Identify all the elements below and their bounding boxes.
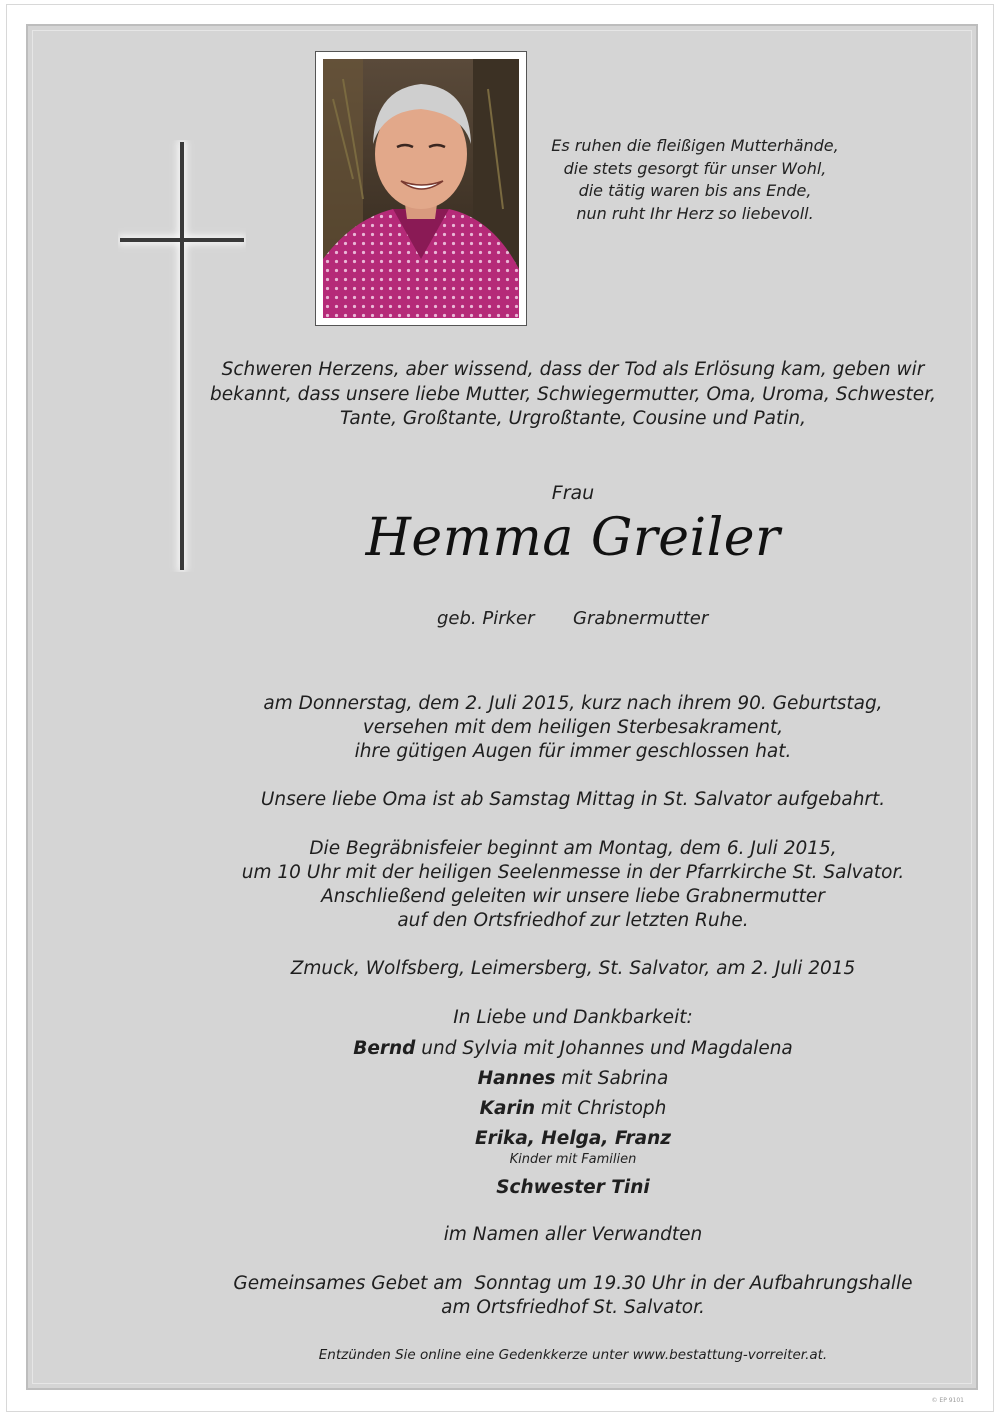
prayer-line: am Ortsfriedhof St. Salvator.	[441, 1297, 705, 1318]
mourner-rest: und Sylvia mit Johannes und Magdalena	[415, 1038, 793, 1059]
portrait-image	[323, 59, 519, 318]
mourner-row	[180, 1068, 966, 1089]
laid-out-notice: Unsere liebe Oma ist ab Samstag Mittag in St. Salvator aufgebahrt.	[260, 789, 886, 810]
on-behalf: im Namen aller Verwandten	[443, 1224, 703, 1245]
children-note: Kinder mit Familien	[509, 1152, 637, 1167]
prayer-notice	[180, 1272, 966, 1320]
mourner-row	[180, 1038, 966, 1059]
funeral-notice	[180, 837, 966, 933]
prayer-line: Gemeinsames Gebet am Sonntag um 19.30 Uhr in der Aufbahrungshalle	[233, 1273, 913, 1294]
intro-line: Tante, Großtante, Urgroßtante, Cousine und Patin,	[340, 408, 806, 429]
poem-line: Es ruhen die fleißigen Mutterhände,	[551, 136, 839, 155]
poem	[540, 135, 850, 225]
funeral-line: Die Begräbnisfeier beginnt am Montag, dem 6. Juli 2015,	[309, 838, 837, 859]
mourners-heading: In Liebe und Dankbarkeit:	[453, 1007, 693, 1028]
intro-line: bekannt, dass unsere liebe Mutter, Schwiegermutter, Oma, Uroma, Schwester,	[210, 383, 936, 405]
poem-line: nun ruht Ihr Herz so liebevoll.	[576, 203, 814, 223]
mourner-row	[180, 1177, 966, 1198]
mourner-name: Bernd	[353, 1038, 416, 1059]
copyright: © EP 9101	[931, 1397, 964, 1404]
poem-line: die stets gesorgt für unser Wohl,	[563, 158, 827, 178]
mourner-name: Karin	[479, 1098, 536, 1119]
mourner-row	[180, 1098, 966, 1119]
poem-line: die tätig waren bis ans Ende,	[578, 181, 812, 200]
funeral-line: um 10 Uhr mit der heiligen Seelenmesse in der Pfarrkirche St. Salvator.	[241, 862, 905, 883]
mourner-name: Erika, Helga, Franz	[474, 1128, 672, 1149]
mourner-rest: mit Christoph	[535, 1098, 667, 1119]
salutation: Frau	[551, 482, 595, 504]
announcement-line: versehen mit dem heiligen Sterbesakrament,	[362, 717, 784, 738]
mourner-name: Schwester Tini	[496, 1177, 650, 1198]
funeral-line: Anschließend geleiten wir unsere liebe Grabnermutter	[321, 886, 825, 907]
mourner-name: Hannes	[477, 1068, 556, 1089]
funeral-line: auf den Ortsfriedhof zur letzten Ruhe.	[397, 910, 749, 931]
mourner-row	[180, 1128, 966, 1149]
intro-text	[180, 358, 966, 432]
death-announcement	[180, 692, 966, 764]
portrait-photo	[315, 51, 527, 326]
announcement-line: am Donnerstag, dem 2. Juli 2015, kurz nach ihrem 90. Geburtstag,	[263, 693, 883, 714]
announcement-line: ihre gütigen Augen für immer geschlossen hat.	[354, 741, 792, 762]
birth-name: geb. Pirker	[437, 608, 535, 629]
mourner-rest: mit Sabrina	[555, 1068, 669, 1089]
deceased-name: Hemma Greiler	[365, 508, 781, 568]
place-date: Zmuck, Wolfsberg, Leimersberg, St. Salvator, am 2. Juli 2015	[290, 958, 856, 979]
house-name: Grabnermutter	[573, 608, 709, 629]
intro-line: Schweren Herzens, aber wissend, dass der Tod als Erlösung kam, geben wir	[221, 359, 925, 380]
online-candle-link[interactable]: Entzünden Sie online eine Gedenkkerze unter www.bestattung-vorreiter.at.	[318, 1347, 828, 1363]
